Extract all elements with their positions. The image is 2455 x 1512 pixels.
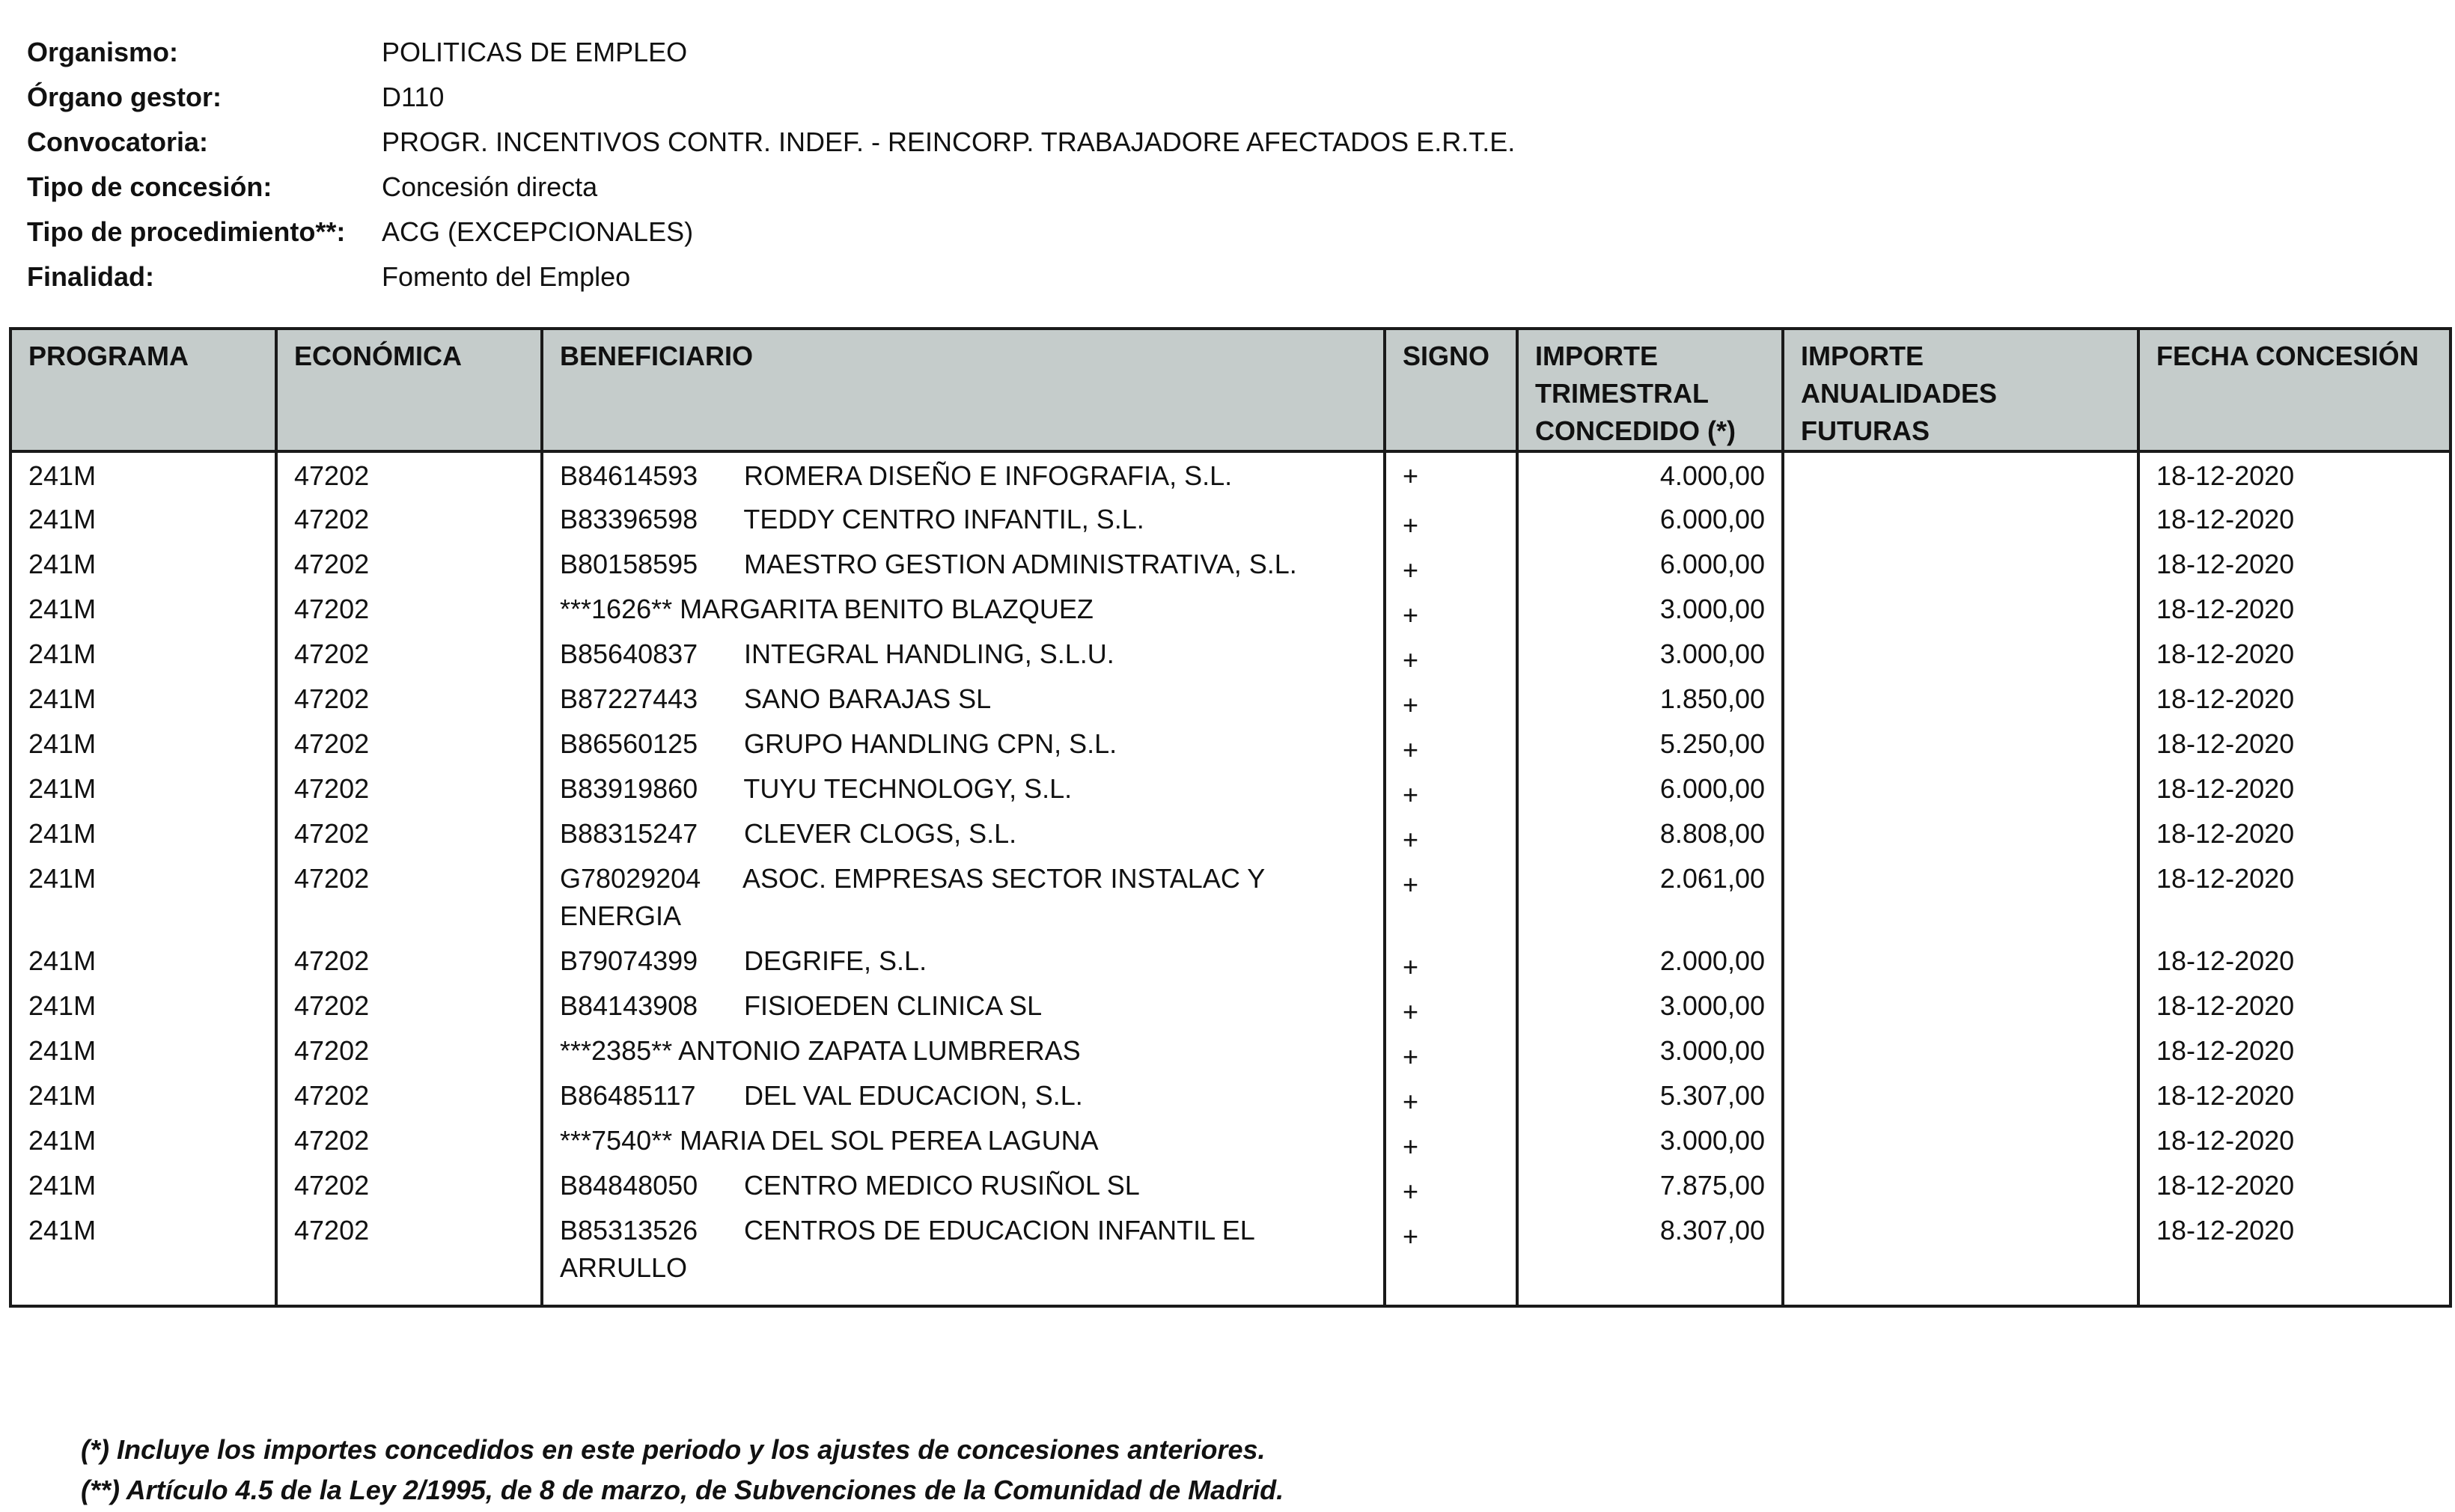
meta-label: Tipo de procedimiento**: bbox=[27, 216, 346, 247]
table-row bbox=[10, 451, 2451, 501]
cell-programa: 241M bbox=[10, 725, 276, 770]
cell-importe: 3.000,00 bbox=[1517, 1122, 1783, 1167]
meta-label: Finalidad: bbox=[27, 261, 154, 292]
beneficiary-nif: B84143908 bbox=[560, 990, 698, 1021]
table-row bbox=[10, 1077, 2451, 1122]
header-line: IMPORTE bbox=[1535, 341, 1659, 371]
cell-signo: + bbox=[1385, 942, 1517, 987]
cell-futuras bbox=[1783, 987, 2138, 1032]
cell-futuras bbox=[1783, 770, 2138, 815]
meta-value: Concesión directa bbox=[382, 171, 598, 202]
beneficiary-nif: B85313526 bbox=[560, 1215, 698, 1246]
header-line: TRIMESTRAL bbox=[1535, 378, 1709, 409]
grant-metadata bbox=[27, 30, 2272, 299]
cell-economica: 47202 bbox=[276, 1212, 542, 1306]
beneficiary-name: CENTROS DE EDUCACION INFANTIL EL ARRULLO bbox=[560, 1215, 1254, 1283]
cell-economica: 47202 bbox=[276, 1122, 542, 1167]
cell-beneficiario bbox=[542, 591, 1385, 635]
cell-importe: 1.850,00 bbox=[1517, 680, 1783, 725]
cell-fecha: 18-12-2020 bbox=[2138, 501, 2451, 546]
cell-futuras bbox=[1783, 591, 2138, 635]
cell-programa: 241M bbox=[10, 1212, 276, 1306]
cell-futuras bbox=[1783, 860, 2138, 942]
cell-signo: + bbox=[1385, 1167, 1517, 1212]
table-row bbox=[10, 1212, 2451, 1306]
cell-futuras bbox=[1783, 1122, 2138, 1167]
cell-importe: 6.000,00 bbox=[1517, 501, 1783, 546]
cell-importe: 8.307,00 bbox=[1517, 1212, 1783, 1306]
header-importe-trimestral bbox=[1517, 329, 1783, 451]
cell-economica: 47202 bbox=[276, 451, 542, 501]
cell-fecha: 18-12-2020 bbox=[2138, 987, 2451, 1032]
cell-fecha: 18-12-2020 bbox=[2138, 725, 2451, 770]
cell-economica: 47202 bbox=[276, 860, 542, 942]
cell-programa: 241M bbox=[10, 451, 276, 501]
header-line: FUTURAS bbox=[1801, 415, 1930, 446]
beneficiary-name: ANTONIO ZAPATA LUMBRERAS bbox=[678, 1035, 1081, 1066]
cell-fecha: 18-12-2020 bbox=[2138, 635, 2451, 680]
beneficiary-nif: B87227443 bbox=[560, 683, 698, 714]
footnote-ley: (**) Artículo 4.5 de la Ley 2/1995, de 8 de marzo, de Subvenciones de la Comunidad de Madrid. bbox=[81, 1475, 1284, 1505]
meta-convocatoria bbox=[27, 120, 2272, 165]
footnote-importe: (*) Incluye los importes concedidos en este periodo y los ajustes de concesiones anteriores. bbox=[81, 1434, 1266, 1465]
cell-importe: 8.808,00 bbox=[1517, 815, 1783, 860]
beneficiary-name: MARIA DEL SOL PEREA LAGUNA bbox=[680, 1125, 1099, 1156]
cell-fecha: 18-12-2020 bbox=[2138, 1167, 2451, 1212]
beneficiary-nif: B80158595 bbox=[560, 549, 698, 579]
cell-economica: 47202 bbox=[276, 725, 542, 770]
cell-beneficiario bbox=[542, 680, 1385, 725]
table-row bbox=[10, 942, 2451, 987]
cell-economica: 47202 bbox=[276, 770, 542, 815]
cell-signo: + bbox=[1385, 770, 1517, 815]
cell-beneficiario bbox=[542, 1167, 1385, 1212]
meta-organo-gestor bbox=[27, 75, 2272, 120]
meta-label: Órgano gestor: bbox=[27, 82, 222, 112]
beneficiary-nif: B83396598 bbox=[560, 504, 698, 534]
beneficiary-name: TEDDY CENTRO INFANTIL, S.L. bbox=[743, 504, 1144, 534]
cell-programa: 241M bbox=[10, 1077, 276, 1122]
cell-economica: 47202 bbox=[276, 987, 542, 1032]
cell-signo: + bbox=[1385, 987, 1517, 1032]
cell-fecha: 18-12-2020 bbox=[2138, 770, 2451, 815]
table-row bbox=[10, 501, 2451, 546]
table-row bbox=[10, 987, 2451, 1032]
cell-futuras bbox=[1783, 1167, 2138, 1212]
cell-programa: 241M bbox=[10, 591, 276, 635]
cell-beneficiario bbox=[542, 546, 1385, 591]
table-row bbox=[10, 680, 2451, 725]
cell-programa: 241M bbox=[10, 501, 276, 546]
cell-beneficiario bbox=[542, 770, 1385, 815]
cell-futuras bbox=[1783, 451, 2138, 501]
beneficiary-nif: B85640837 bbox=[560, 638, 698, 669]
cell-futuras bbox=[1783, 815, 2138, 860]
cell-importe: 5.250,00 bbox=[1517, 725, 1783, 770]
cell-signo: + bbox=[1385, 1032, 1517, 1077]
cell-economica: 47202 bbox=[276, 1077, 542, 1122]
meta-tipo-procedimiento bbox=[27, 210, 2272, 254]
header-fecha-concesion: FECHA CONCESIÓN bbox=[2138, 329, 2451, 451]
table-row bbox=[10, 725, 2451, 770]
beneficiary-name: SANO BARAJAS SL bbox=[744, 683, 992, 714]
cell-programa: 241M bbox=[10, 1167, 276, 1212]
cell-programa: 241M bbox=[10, 987, 276, 1032]
beneficiary-nif: ***2385** bbox=[560, 1035, 673, 1066]
beneficiary-nif: B84614593 bbox=[560, 460, 698, 491]
cell-futuras bbox=[1783, 546, 2138, 591]
header-signo: SIGNO bbox=[1385, 329, 1517, 451]
cell-futuras bbox=[1783, 1077, 2138, 1122]
cell-beneficiario bbox=[542, 451, 1385, 501]
beneficiary-name: INTEGRAL HANDLING, S.L.U. bbox=[744, 638, 1114, 669]
cell-fecha: 18-12-2020 bbox=[2138, 1077, 2451, 1122]
cell-futuras bbox=[1783, 942, 2138, 987]
cell-importe: 2.000,00 bbox=[1517, 942, 1783, 987]
cell-futuras bbox=[1783, 635, 2138, 680]
beneficiary-nif: G78029204 bbox=[560, 863, 701, 894]
cell-beneficiario bbox=[542, 860, 1385, 942]
cell-futuras bbox=[1783, 725, 2138, 770]
meta-label: Organismo: bbox=[27, 37, 179, 67]
beneficiary-nif: ***1626** bbox=[560, 594, 673, 624]
cell-fecha: 18-12-2020 bbox=[2138, 1122, 2451, 1167]
cell-signo: + bbox=[1385, 680, 1517, 725]
cell-economica: 47202 bbox=[276, 1167, 542, 1212]
cell-signo: + bbox=[1385, 1122, 1517, 1167]
cell-importe: 3.000,00 bbox=[1517, 635, 1783, 680]
meta-tipo-concesion bbox=[27, 165, 2272, 210]
cell-fecha: 18-12-2020 bbox=[2138, 942, 2451, 987]
cell-signo: + bbox=[1385, 860, 1517, 942]
beneficiary-name: CLEVER CLOGS, S.L. bbox=[744, 818, 1017, 849]
beneficiary-nif: B86485117 bbox=[560, 1080, 696, 1111]
cell-programa: 241M bbox=[10, 860, 276, 942]
header-beneficiario: BENEFICIARIO bbox=[542, 329, 1385, 451]
beneficiary-name: MAESTRO GESTION ADMINISTRATIVA, S.L. bbox=[744, 549, 1297, 579]
beneficiary-name: FISIOEDEN CLINICA SL bbox=[744, 990, 1043, 1021]
cell-signo: + bbox=[1385, 501, 1517, 546]
meta-label: Convocatoria: bbox=[27, 126, 209, 157]
cell-economica: 47202 bbox=[276, 501, 542, 546]
grants-table bbox=[9, 327, 2452, 1308]
cell-signo: + bbox=[1385, 1077, 1517, 1122]
meta-value: D110 bbox=[382, 82, 445, 112]
meta-value: Fomento del Empleo bbox=[382, 261, 631, 292]
cell-signo: + bbox=[1385, 546, 1517, 591]
beneficiary-name: DEGRIFE, S.L. bbox=[744, 945, 927, 976]
cell-importe: 4.000,00 bbox=[1517, 451, 1783, 501]
cell-beneficiario bbox=[542, 635, 1385, 680]
beneficiary-nif: ***7540** bbox=[560, 1125, 673, 1156]
beneficiary-name: CENTRO MEDICO RUSIÑOL SL bbox=[744, 1170, 1140, 1201]
cell-futuras bbox=[1783, 680, 2138, 725]
meta-value: PROGR. INCENTIVOS CONTR. INDEF. - REINCORP. TRABAJADORE AFECTADOS E.R.T.E. bbox=[382, 126, 1516, 157]
cell-futuras bbox=[1783, 1032, 2138, 1077]
cell-programa: 241M bbox=[10, 1032, 276, 1077]
header-line: CONCEDIDO (*) bbox=[1535, 415, 1736, 446]
cell-economica: 47202 bbox=[276, 635, 542, 680]
table-row bbox=[10, 1122, 2451, 1167]
header-line: IMPORTE bbox=[1801, 341, 1924, 371]
cell-programa: 241M bbox=[10, 770, 276, 815]
cell-signo: + bbox=[1385, 815, 1517, 860]
cell-beneficiario bbox=[542, 1032, 1385, 1077]
cell-programa: 241M bbox=[10, 942, 276, 987]
cell-beneficiario bbox=[542, 1122, 1385, 1167]
meta-label: Tipo de concesión: bbox=[27, 171, 272, 202]
footnotes bbox=[81, 1430, 1284, 1511]
table-row bbox=[10, 591, 2451, 635]
beneficiary-nif: B83919860 bbox=[560, 773, 698, 804]
cell-fecha: 18-12-2020 bbox=[2138, 1212, 2451, 1306]
cell-signo: + bbox=[1385, 635, 1517, 680]
cell-economica: 47202 bbox=[276, 815, 542, 860]
beneficiary-name: MARGARITA BENITO BLAZQUEZ bbox=[680, 594, 1094, 624]
meta-value: ACG (EXCEPCIONALES) bbox=[382, 216, 694, 247]
beneficiary-nif: B84848050 bbox=[560, 1170, 698, 1201]
cell-economica: 47202 bbox=[276, 1032, 542, 1077]
header-economica: ECONÓMICA bbox=[276, 329, 542, 451]
cell-fecha: 18-12-2020 bbox=[2138, 680, 2451, 725]
cell-fecha: 18-12-2020 bbox=[2138, 546, 2451, 591]
cell-futuras bbox=[1783, 1212, 2138, 1306]
beneficiary-name: ROMERA DISEÑO E INFOGRAFIA, S.L. bbox=[744, 460, 1233, 491]
cell-programa: 241M bbox=[10, 635, 276, 680]
cell-fecha: 18-12-2020 bbox=[2138, 1032, 2451, 1077]
cell-importe: 3.000,00 bbox=[1517, 591, 1783, 635]
cell-economica: 47202 bbox=[276, 680, 542, 725]
cell-fecha: 18-12-2020 bbox=[2138, 815, 2451, 860]
beneficiary-name: DEL VAL EDUCACION, S.L. bbox=[744, 1080, 1083, 1111]
cell-signo: + bbox=[1385, 725, 1517, 770]
cell-signo: + bbox=[1385, 591, 1517, 635]
beneficiary-nif: B79074399 bbox=[560, 945, 698, 976]
cell-economica: 47202 bbox=[276, 942, 542, 987]
beneficiary-name: TUYU TECHNOLOGY, S.L. bbox=[743, 773, 1073, 804]
cell-importe: 7.875,00 bbox=[1517, 1167, 1783, 1212]
cell-importe: 3.000,00 bbox=[1517, 987, 1783, 1032]
cell-beneficiario bbox=[542, 1212, 1385, 1306]
cell-importe: 2.061,00 bbox=[1517, 860, 1783, 942]
table-row bbox=[10, 1032, 2451, 1077]
meta-finalidad bbox=[27, 254, 2272, 299]
table-row bbox=[10, 546, 2451, 591]
beneficiary-name: ASOC. EMPRESAS SECTOR INSTALAC Y ENERGIA bbox=[560, 863, 1265, 931]
cell-fecha: 18-12-2020 bbox=[2138, 591, 2451, 635]
cell-beneficiario bbox=[542, 815, 1385, 860]
cell-programa: 241M bbox=[10, 1122, 276, 1167]
table-row bbox=[10, 815, 2451, 860]
table-row bbox=[10, 1167, 2451, 1212]
cell-importe: 6.000,00 bbox=[1517, 546, 1783, 591]
cell-beneficiario bbox=[542, 501, 1385, 546]
table-row bbox=[10, 635, 2451, 680]
cell-signo: + bbox=[1385, 451, 1517, 501]
beneficiary-nif: B88315247 bbox=[560, 818, 698, 849]
table-row bbox=[10, 860, 2451, 942]
cell-economica: 47202 bbox=[276, 546, 542, 591]
cell-economica: 47202 bbox=[276, 591, 542, 635]
table-row bbox=[10, 770, 2451, 815]
header-programa: PROGRAMA bbox=[10, 329, 276, 451]
beneficiary-name: GRUPO HANDLING CPN, S.L. bbox=[744, 728, 1117, 759]
cell-importe: 5.307,00 bbox=[1517, 1077, 1783, 1122]
cell-futuras bbox=[1783, 501, 2138, 546]
header-line: ANUALIDADES bbox=[1801, 378, 1998, 409]
cell-programa: 241M bbox=[10, 546, 276, 591]
beneficiary-nif: B86560125 bbox=[560, 728, 698, 759]
cell-beneficiario bbox=[542, 942, 1385, 987]
cell-fecha: 18-12-2020 bbox=[2138, 451, 2451, 501]
header-importe-futuras bbox=[1783, 329, 2138, 451]
cell-beneficiario bbox=[542, 987, 1385, 1032]
cell-beneficiario bbox=[542, 1077, 1385, 1122]
meta-value: POLITICAS DE EMPLEO bbox=[382, 37, 688, 67]
cell-beneficiario bbox=[542, 725, 1385, 770]
cell-signo: + bbox=[1385, 1212, 1517, 1306]
cell-programa: 241M bbox=[10, 680, 276, 725]
table-header-row bbox=[10, 329, 2451, 451]
cell-importe: 3.000,00 bbox=[1517, 1032, 1783, 1077]
meta-organismo bbox=[27, 30, 2272, 75]
cell-programa: 241M bbox=[10, 815, 276, 860]
cell-fecha: 18-12-2020 bbox=[2138, 860, 2451, 942]
cell-importe: 6.000,00 bbox=[1517, 770, 1783, 815]
